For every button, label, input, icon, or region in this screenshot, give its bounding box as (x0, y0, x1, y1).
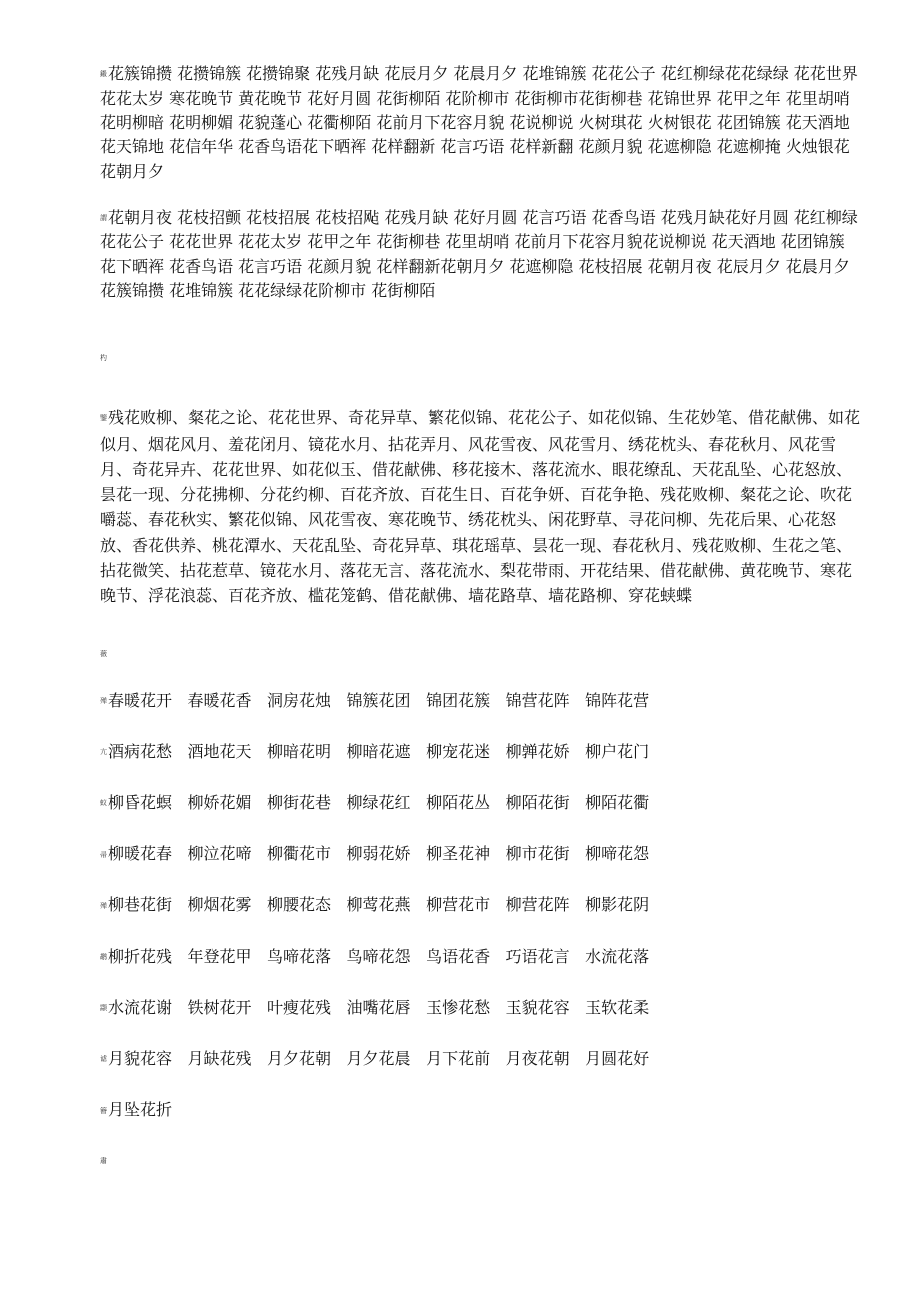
idiom-word: 月下花前 (426, 1048, 491, 1068)
idiom-word: 柳暖花春 (108, 844, 173, 864)
stray-marker: 肅 (100, 1157, 107, 1166)
idiom-word: 柳昏花螟 (108, 792, 173, 812)
idiom-word: 叶瘦花残 (267, 997, 332, 1017)
idiom-word: 柳巷花街 (108, 895, 173, 915)
word-row (100, 1099, 860, 1150)
idiom-word: 洞房花烛 (267, 690, 332, 710)
margin-marker: 帚 (100, 850, 107, 859)
idiom-word: 锦团花簇 (426, 690, 491, 710)
idiom-word: 春暖花香 (187, 690, 252, 710)
idiom-word: 巧语花言 (505, 946, 570, 966)
paragraph-text: 残花败柳、粲花之论、花花世界、奇花异草、繁花似锦、花花公子、如花似锦、生花妙笔、借花献佛、如花似月、烟花风月、羞花闭月、镜花水月、拈花弄月、风花雪夜、风花雪月、绣花枕头、春花秋月、风花雪月、奇花异卉、花花世界、如花似玉、借花献佛、移花接木、落花流水、眼花缭乱、天花乱坠、心花怒放、昙花一现、分花拂柳、分花约柳、百花齐放、百花生日、百花争妍、百花争艳、残花败柳、粲花之论、吹花嚼蕊、春花秋实、繁花似锦、风花雪夜、寒花晚节、绣花枕头、闲花野草、寻花问柳、先花后果、心花怒放、香花供养、桃花潭水、天花乱坠、奇花异草、琪花瑶草、昙花一现、春花秋月、残花败柳、生花之笔、拈花微笑、拈花惹草、镜花水月、落花无言、落花流水、梨花带雨、开花结果、借花献佛、黄花晚节、寒花晚节、浮花浪蕊、百花齐放、槛花笼鹤、借花献佛、墙花路草、墙花路柳、穿花蛱蝶 (100, 408, 861, 606)
idiom-word: 柳营花阵 (505, 895, 570, 915)
idiom-word: 月圆花好 (585, 1048, 650, 1068)
idiom-word: 春暖花开 (108, 690, 173, 710)
idiom-word: 柳陌花衢 (585, 792, 650, 812)
idiom-word: 柳泣花啼 (187, 844, 252, 864)
idiom-paragraph-2 (100, 206, 860, 304)
idiom-word: 柳圣花神 (426, 844, 491, 864)
idiom-word: 锦簇花团 (346, 690, 411, 710)
idiom-word: 鸟啼花落 (267, 946, 332, 966)
idiom-word: 柳烟花雾 (187, 895, 252, 915)
margin-marker: 颛 (100, 1004, 107, 1013)
idiom-word: 柳衢花市 (267, 844, 332, 864)
word-row (100, 843, 860, 894)
word-row (100, 792, 860, 843)
paragraph-text: 花朝月夜 花枝招颤 花枝招展 花枝招飐 花残月缺 花好月圆 花言巧语 花香鸟语 花残月缺花好月圆 花红柳绿 花花公子 花花世界 花花太岁 花甲之年 花街柳巷 花里胡哨 花前月下花容月貌花说柳说 花天酒地 花团锦簇 花下晒裈 花香鸟语 花言巧语 花颜月貌 花样翻新花朝月夕 花遮柳隐 花枝招展 花朝月夜 花辰月夕 花晨月夕 花簇锦攒 花堆锦簇 花花绿绿花阶柳市 花街柳陌 (100, 207, 858, 301)
idiom-word: 鸟语花香 (426, 946, 491, 966)
idiom-word: 柳啼花怨 (585, 844, 650, 864)
stray-marker: 杓 (100, 354, 107, 363)
idiom-word: 月夕花晨 (346, 1048, 411, 1068)
idiom-word: 月坠花折 (108, 1100, 173, 1120)
margin-marker: 鹕 (100, 953, 107, 962)
idiom-word: 铁树花开 (187, 997, 252, 1017)
idiom-word: 柳宠花迷 (426, 741, 491, 761)
idiom-paragraph-1 (100, 62, 860, 184)
idiom-word: 水流花落 (585, 946, 650, 966)
idiom-word: 鸟啼花怨 (346, 946, 411, 966)
idiom-word: 月夜花朝 (505, 1048, 570, 1068)
idiom-word: 水流花谢 (108, 997, 173, 1017)
idiom-word: 柳营花市 (426, 895, 491, 915)
margin-marker: 蚁 (100, 799, 107, 808)
idiom-word: 年登花甲 (187, 946, 252, 966)
idiom-word: 月夕花朝 (267, 1048, 332, 1068)
idiom-word: 锦营花阵 (505, 690, 570, 710)
word-row (100, 894, 860, 945)
idiom-word: 玉软花柔 (585, 997, 650, 1017)
word-row (100, 690, 860, 741)
idiom-word: 柳暗花明 (267, 741, 332, 761)
margin-marker: 殚 (100, 697, 107, 706)
idiom-word: 酒病花愁 (108, 741, 173, 761)
word-row (100, 741, 860, 792)
idiom-word: 柳户花门 (585, 741, 650, 761)
idiom-word: 柳折花残 (108, 946, 173, 966)
margin-marker: 亢 (100, 748, 107, 757)
idiom-word: 柳亸花娇 (505, 741, 570, 761)
paragraph-text: 花簇锦攒 花攒锦簇 花攒锦聚 花残月缺 花辰月夕 花晨月夕 花堆锦簇 花花公子 花红柳绿花花绿绿 花花世界 花花太岁 寒花晚节 黄花晚节 花好月圆 花街柳陌 花阶柳市 花街柳市花街柳巷 花锦世界 花甲之年 花里胡哨 花明柳暗 花明柳媚 花貌蓬心 花衢柳陌 花前月下花容月貌 花说柳说 火树琪花 火树银花 花团锦簇 花天酒地 花天锦地 花信年华 花香鸟语花下晒裈 花样翻新 花言巧语 花样新翻 花颜月貌 花遮柳隐 花遮柳掩 火烛银花 花朝月夕 (100, 64, 858, 181)
margin-marker: 谑 (100, 1055, 107, 1064)
idiom-word: 油嘴花唇 (346, 997, 411, 1017)
idiom-word: 柳影花阴 (585, 895, 650, 915)
idiom-word: 月貌花容 (108, 1048, 173, 1068)
idiom-word: 柳陌花街 (505, 792, 570, 812)
margin-marker: 殚 (100, 901, 107, 910)
idiom-paragraph-3 (100, 405, 860, 608)
idiom-word: 柳市花街 (505, 844, 570, 864)
idiom-word: 柳街花巷 (267, 792, 332, 812)
word-row (100, 946, 860, 997)
margin-marker: 鑒 (100, 414, 107, 423)
stray-marker: 薇 (100, 649, 107, 658)
idiom-word: 柳暗花遮 (346, 741, 411, 761)
idiom-word: 柳绿花红 (346, 792, 411, 812)
idiom-word: 玉貌花容 (505, 997, 570, 1017)
document-page (100, 62, 860, 1166)
margin-marker: 鎩 (100, 70, 107, 79)
idiom-word-rows (100, 690, 860, 1151)
idiom-word: 柳莺花燕 (346, 895, 411, 915)
idiom-word: 月缺花残 (187, 1048, 252, 1068)
idiom-word: 锦阵花营 (585, 690, 650, 710)
word-row (100, 1048, 860, 1099)
margin-marker: 簪 (100, 1106, 107, 1115)
idiom-word: 柳陌花丛 (426, 792, 491, 812)
margin-marker: 謂 (100, 214, 107, 223)
idiom-word: 柳娇花媚 (187, 792, 252, 812)
idiom-word: 玉惨花愁 (426, 997, 491, 1017)
idiom-word: 酒地花天 (187, 741, 252, 761)
idiom-word: 柳腰花态 (267, 895, 332, 915)
word-row (100, 997, 860, 1048)
idiom-word: 柳弱花娇 (346, 844, 411, 864)
